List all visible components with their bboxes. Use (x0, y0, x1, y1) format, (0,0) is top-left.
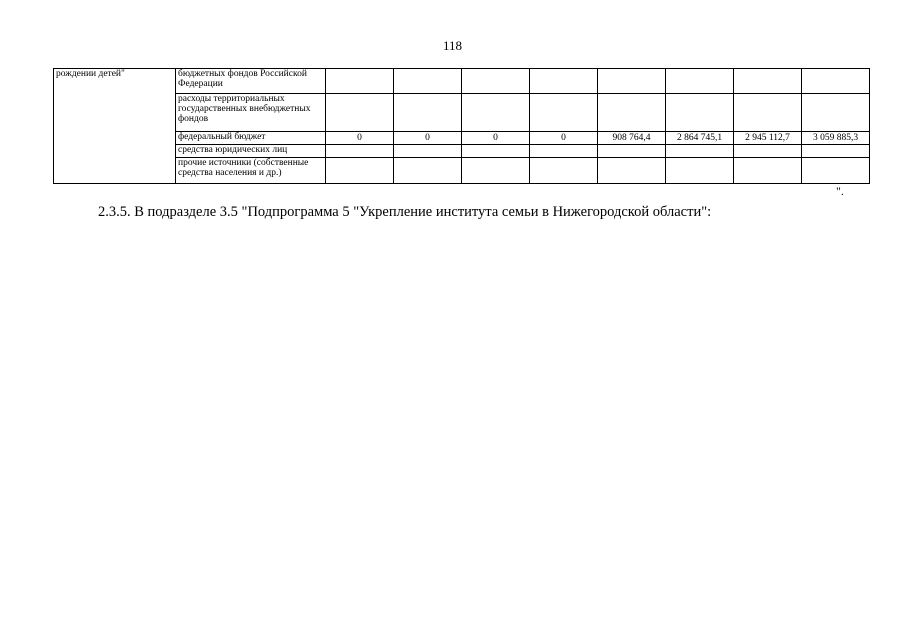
source-cell: прочие источники (собственные средства населения и др.) (176, 158, 326, 184)
page-number: 118 (442, 38, 463, 53)
value-cell (462, 94, 530, 132)
value-cell (666, 145, 734, 158)
value-cell (530, 158, 598, 184)
value-cell: 3 059 885,3 (802, 132, 870, 145)
value-cell (326, 94, 394, 132)
value-cell (802, 94, 870, 132)
value-cell (394, 145, 462, 158)
value-cell: 908 764,4 (598, 132, 666, 145)
value-cell (598, 94, 666, 132)
value-cell (802, 158, 870, 184)
value-cell (326, 145, 394, 158)
value-cell (394, 69, 462, 94)
source-cell: средства юридических лиц (176, 145, 326, 158)
value-cell (666, 158, 734, 184)
value-cell: 0 (462, 132, 530, 145)
value-cell (530, 94, 598, 132)
value-cell (666, 94, 734, 132)
value-cell (394, 94, 462, 132)
value-cell (530, 145, 598, 158)
value-cell (462, 69, 530, 94)
value-cell (326, 158, 394, 184)
value-cell (734, 145, 802, 158)
closing-quote: ". (836, 184, 844, 198)
value-cell (462, 145, 530, 158)
value-cell: 0 (326, 132, 394, 145)
value-cell (734, 158, 802, 184)
source-cell: расходы территориальных государственных внебюджетных фондов (176, 94, 326, 132)
table-row (54, 94, 870, 132)
budget-table (53, 68, 870, 184)
value-cell (734, 94, 802, 132)
source-cell: федеральный бюджет (176, 132, 326, 145)
table-row (54, 69, 870, 94)
value-cell (462, 158, 530, 184)
value-cell: 2 945 112,7 (734, 132, 802, 145)
table-row (54, 132, 870, 145)
value-cell (326, 69, 394, 94)
source-cell: бюджетных фондов Российской Федерации (176, 69, 326, 94)
value-cell (394, 158, 462, 184)
value-cell (530, 69, 598, 94)
value-cell (802, 145, 870, 158)
table-row (54, 158, 870, 184)
program-name-cell: рождении детей" (54, 69, 176, 184)
value-cell: 0 (394, 132, 462, 145)
value-cell: 2 864 745,1 (666, 132, 734, 145)
value-cell (598, 145, 666, 158)
section-paragraph: 2.3.5. В подразделе 3.5 "Подпрограмма 5 "Укрепление института семьи в Нижегородской области": (98, 204, 712, 220)
value-cell (598, 158, 666, 184)
table-row (54, 145, 870, 158)
value-cell (734, 69, 802, 94)
value-cell (666, 69, 734, 94)
value-cell (802, 69, 870, 94)
value-cell: 0 (530, 132, 598, 145)
value-cell (598, 69, 666, 94)
